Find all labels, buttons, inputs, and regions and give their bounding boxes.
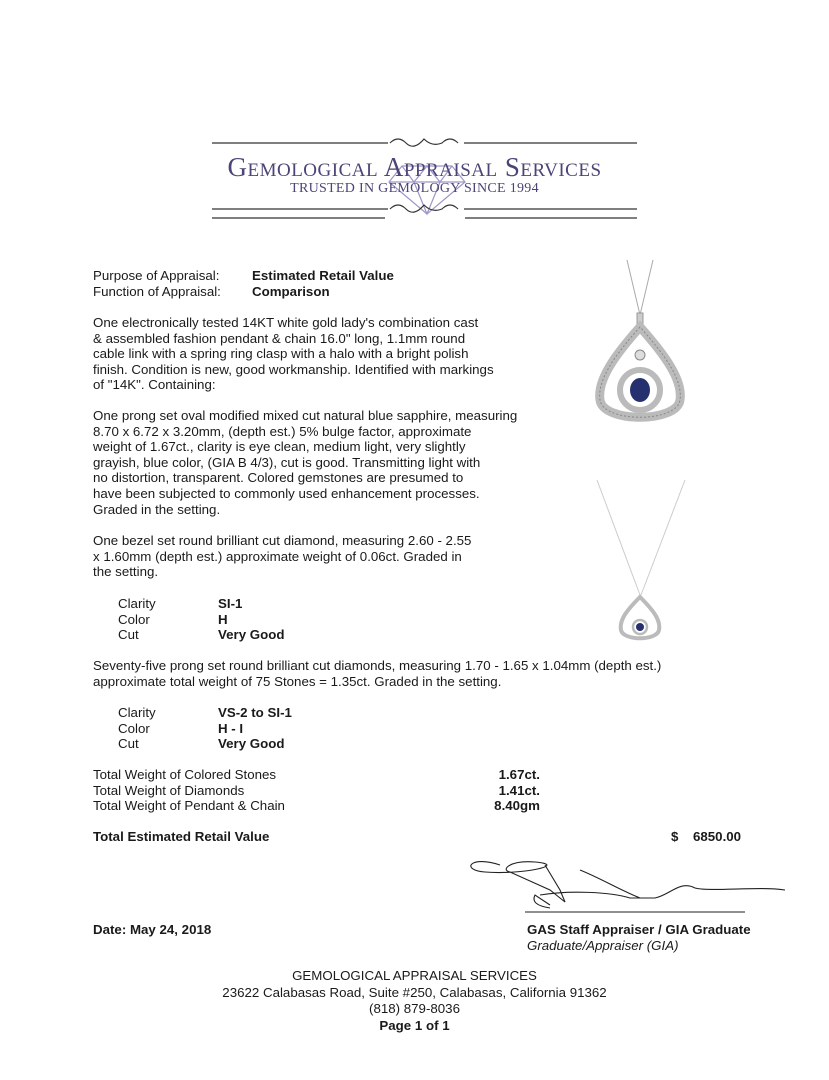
text-line: x 1.60mm (depth est.) approximate weight of 0.06ct. Graded in <box>93 548 462 564</box>
text-line: One electronically tested 14KT white gold lady's combination cast <box>93 315 479 330</box>
grade-label: Cut <box>118 736 139 752</box>
text-line: Seventy-five prong set round brilliant cut diamonds, measuring 1.70 - 1.65 x 1.04mm (depth est.) <box>93 658 662 673</box>
grade-value: SI-1 <box>218 596 243 611</box>
grade-label: Cut <box>118 627 139 643</box>
grade-label: Color <box>118 720 150 736</box>
total-label: Total Weight of Pendant & Chain <box>93 798 285 814</box>
pendant-chain-image <box>585 475 695 645</box>
signer-subtitle: Graduate/Appraiser (GIA) <box>527 938 679 953</box>
grade-value: H <box>218 611 228 627</box>
text-line: of "14K". Containing: <box>93 377 216 393</box>
signature <box>440 850 800 920</box>
text-line: no distortion, transparent. Colored gemstones are presumed to <box>93 470 464 486</box>
grade-value: VS-2 to SI-1 <box>218 705 292 720</box>
text-line: One prong set oval modified mixed cut natural blue sapphire, measuring <box>93 408 518 423</box>
bezel-diamond-description <box>93 533 471 580</box>
function-value: Comparison <box>252 284 330 299</box>
total-value: 1.41ct. <box>498 782 540 798</box>
signer-title: GAS Staff Appraiser / GIA Graduate <box>527 922 751 937</box>
text-line: cable link with a spring ring clasp with a halo with a bright polish <box>93 346 469 362</box>
footer-company: GEMOLOGICAL APPRAISAL SERVICES <box>292 968 537 983</box>
currency-symbol: $ <box>671 829 679 844</box>
item-description <box>93 315 494 393</box>
grade-label: Color <box>118 611 150 627</box>
grades-table-1 <box>118 596 285 643</box>
company-tagline: TRUSTED IN GEMOLOGY SINCE 1994 <box>290 181 539 196</box>
text-line: grayish, blue color, (GIA B 4/3), cut is good. Transmitting light with <box>93 454 481 470</box>
footer-address: 23622 Calabasas Road, Suite #250, Calabasas, California 91362 <box>222 984 607 1000</box>
total-label: Total Weight of Diamonds <box>93 782 245 798</box>
text-line: & assembled fashion pendant & chain 16.0" long, 1.1mm round <box>93 330 466 346</box>
grade-label: Clarity <box>118 705 156 720</box>
grade-value: Very Good <box>218 736 285 752</box>
text-line: the setting. <box>93 564 159 580</box>
total-label: Total Weight of Colored Stones <box>93 767 277 782</box>
total-value: 1.67ct. <box>498 767 540 782</box>
text-line: approximate total weight of 75 Stones = 1.35ct. Graded in the setting. <box>93 673 502 689</box>
text-line: weight of 1.67ct., clarity is eye clean, medium light, very slightly <box>93 439 466 455</box>
text-line: finish. Condition is new, good workmanship. Identified with markings <box>93 361 494 377</box>
estimated-value: 6850.00 <box>693 829 742 844</box>
purpose-value: Estimated Retail Value <box>252 268 394 283</box>
pendant-closeup-image <box>585 255 695 430</box>
footer <box>0 968 829 1034</box>
function-label: Function of Appraisal: <box>93 284 221 299</box>
company-name: Gemological Appraisal Services <box>227 152 602 182</box>
grade-value: H - I <box>218 720 244 736</box>
total-value: 8.40gm <box>494 798 540 814</box>
footer-phone: (818) 879-8036 <box>369 1001 460 1016</box>
text-line: have been subjected to commonly used enhancement processes. <box>93 485 480 501</box>
page-number: Page 1 of 1 <box>379 1017 450 1033</box>
date: Date: May 24, 2018 <box>93 922 212 937</box>
sapphire-description <box>93 408 517 517</box>
purpose-label: Purpose of Appraisal: <box>93 268 220 283</box>
totals-table <box>93 767 540 814</box>
grades-table-2 <box>118 705 292 752</box>
text-line: One bezel set round brilliant cut diamond, measuring 2.60 - 2.55 <box>93 533 472 548</box>
estimated-value-label: Total Estimated Retail Value <box>93 829 270 844</box>
grade-label: Clarity <box>118 596 156 611</box>
grade-value: Very Good <box>218 627 285 643</box>
text-line: Graded in the setting. <box>93 501 221 517</box>
text-line: 8.70 x 6.72 x 3.20mm, (depth est.) 5% bulge factor, approximate <box>93 423 472 439</box>
melee-diamonds-description <box>93 658 661 689</box>
